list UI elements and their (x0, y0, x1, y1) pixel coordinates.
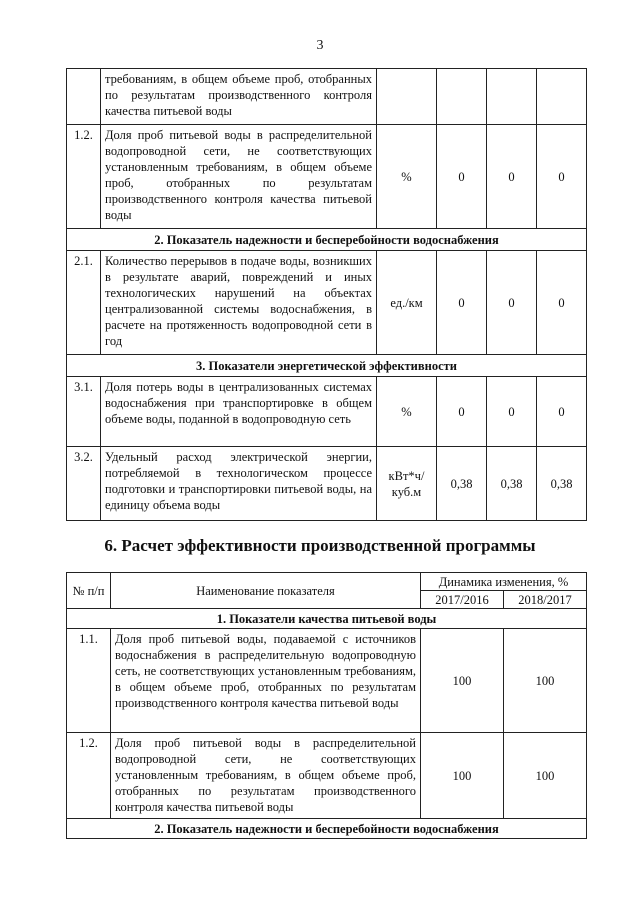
section-row (67, 819, 587, 839)
value-cell: 100 (421, 733, 504, 819)
value-cell: 100 (504, 733, 587, 819)
unit-cell (377, 69, 437, 125)
section-title: 1. Показатели качества питьевой воды (67, 609, 587, 629)
col-name-header: Наименование показателя (111, 573, 421, 609)
indicators-table (66, 68, 587, 521)
value-cell: 0 (487, 377, 537, 447)
section-title: 2. Показатель надежности и бесперебойности водоснабжения (67, 229, 587, 251)
indicator-name: Доля проб питьевой воды в распределительной водопроводной сети, не соответствующих установленным требованиям, в общем объеме проб, отобранных по результатам производственного контроля качества питьевой воды (101, 125, 377, 229)
unit-cell: % (377, 377, 437, 447)
value-cell: 0,38 (437, 447, 487, 521)
value-cell: 0 (487, 125, 537, 229)
value-cell: 0 (437, 125, 487, 229)
value-cell: 0,38 (487, 447, 537, 521)
value-cell: 0,38 (537, 447, 587, 521)
unit-cell: ед./км (377, 251, 437, 355)
row-number (67, 69, 101, 125)
value-cell: 0 (487, 251, 537, 355)
value-cell: 0 (437, 251, 487, 355)
indicator-name: Доля потерь воды в централизованных системах водоснабжения при транспортировке в общем объеме воды, поданной в водопроводную сеть (101, 377, 377, 447)
value-cell: 0 (537, 125, 587, 229)
section-row (67, 609, 587, 629)
page-number: 3 (316, 38, 324, 53)
table-row (67, 733, 587, 819)
indicator-name: Доля проб питьевой воды в распределительной водопроводной сети, не соответствующих установленным требованиям, в общем объеме проб, отобранных по результатам производственного контроля качества питьевой воды (111, 733, 421, 819)
value-cell (537, 69, 587, 125)
section-heading: 6. Расчет эффективности производственной программы (104, 536, 536, 555)
row-number: 1.2. (67, 125, 101, 229)
value-cell: 0 (437, 377, 487, 447)
value-cell (487, 69, 537, 125)
header-row (67, 573, 587, 591)
unit-cell: кВт*ч/ куб.м (377, 447, 437, 521)
table-row (67, 629, 587, 733)
row-number: 3.1. (67, 377, 101, 447)
row-number: 3.2. (67, 447, 101, 521)
col-year1-header: 2017/2016 (421, 591, 504, 609)
value-cell: 0 (537, 251, 587, 355)
value-cell (437, 69, 487, 125)
indicator-name: Доля проб питьевой воды, подаваемой с источников водоснабжения в распределительную водопроводную сеть, не соответствующих установленным требованиям, в общем объеме проб, отобранных по результатам производственного контроля качества питьевой воды (111, 629, 421, 733)
section-title: 2. Показатель надежности и бесперебойности водоснабжения (67, 819, 587, 839)
indicator-name: Удельный расход электрической энергии, потребляемой в технологическом процессе подготовки и транспортировки питьевой воды, на единицу объема воды (101, 447, 377, 521)
efficiency-table (66, 572, 587, 839)
table-row (67, 447, 587, 521)
table-row (67, 69, 587, 125)
section-title: 3. Показатели энергетической эффективности (67, 355, 587, 377)
row-number: 1.2. (67, 733, 111, 819)
table-row (67, 377, 587, 447)
value-cell: 0 (537, 377, 587, 447)
section-row (67, 229, 587, 251)
col-number-header: № п/п (67, 573, 111, 609)
row-number: 1.1. (67, 629, 111, 733)
value-cell: 100 (504, 629, 587, 733)
indicator-name: требованиям, в общем объеме проб, отобранных по результатам производственного контроля качества питьевой воды (101, 69, 377, 125)
value-cell: 100 (421, 629, 504, 733)
col-year2-header: 2018/2017 (504, 591, 587, 609)
section-row (67, 355, 587, 377)
row-number: 2.1. (67, 251, 101, 355)
unit-cell: % (377, 125, 437, 229)
indicator-name: Количество перерывов в подаче воды, возникших в результате аварий, повреждений и иных технологических нарушений на объектах централизованной системы водоснабжения, в расчете на протяженность водопроводной сети в год (101, 251, 377, 355)
table-row (67, 251, 587, 355)
table-row (67, 125, 587, 229)
col-dynamics-header: Динамика изменения, % (421, 573, 587, 591)
